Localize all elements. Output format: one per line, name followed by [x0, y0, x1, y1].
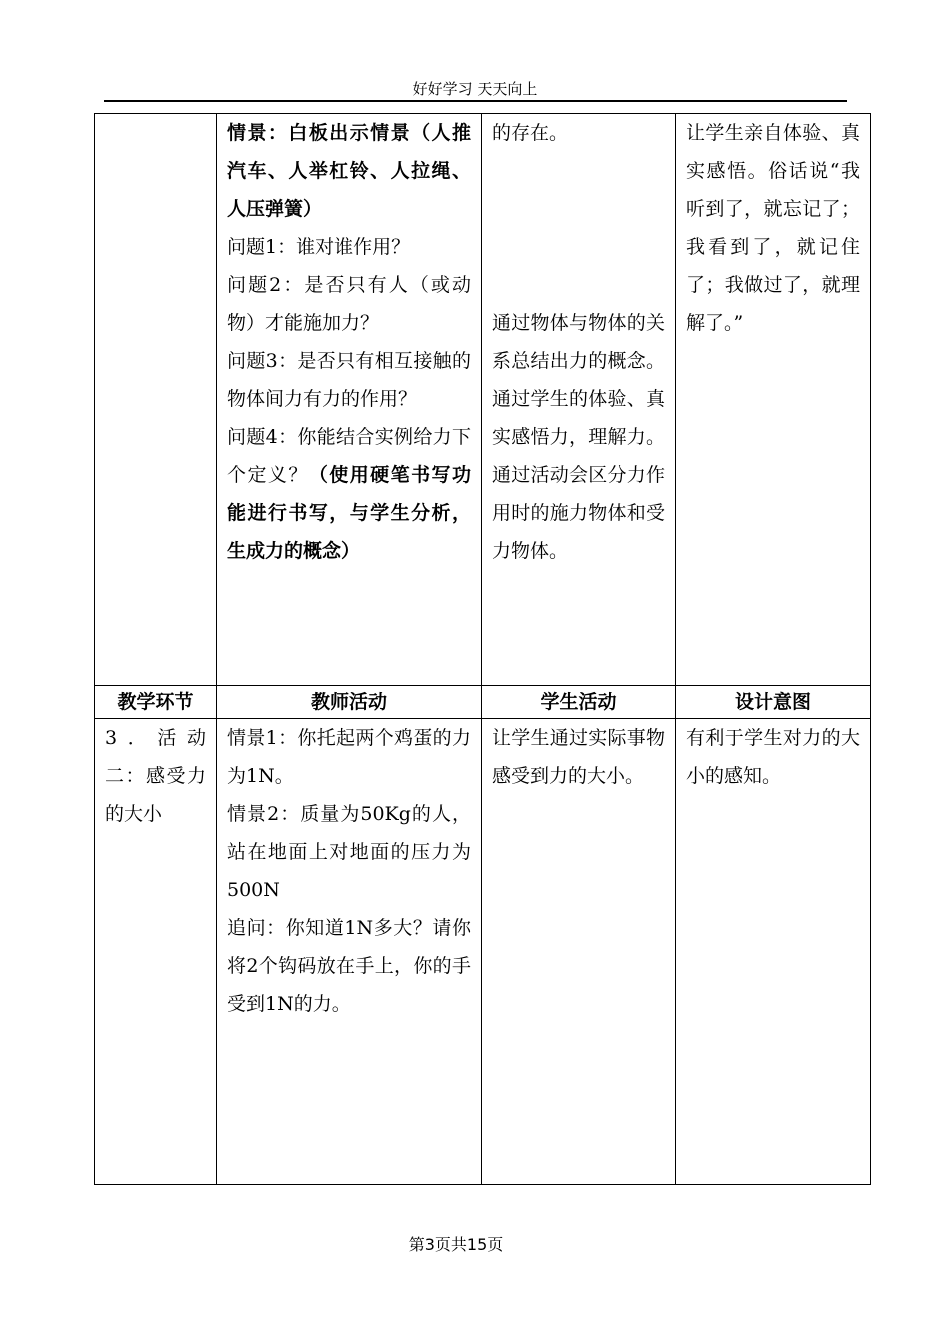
page-footer: 第3页共15页 [408, 1235, 504, 1254]
design-intent-cell: 让学生亲自体验、真实感悟。俗话说“我听到了，就忘记了；我看到了，就记住了；我做过了，就理解了。” [676, 114, 871, 686]
table-row-activity-2 [95, 719, 871, 1185]
student-activity-paragraph: 通过物体与物体的关系总结出力的概念。通过学生的体验、真实感悟力，理解力。通过活动会区分力作用时的施力物体和受力物体。 [492, 312, 665, 562]
stage-cell: 3．活动二：感受力的大小 [95, 719, 217, 1185]
follow-up-question: 追问：你知道1N多大？请你将2个钩码放在手上，你的手受到1N的力。 [227, 917, 471, 1015]
question-4 [227, 418, 471, 570]
design-intent-cell: 有利于学生对力的大小的感知。 [676, 719, 871, 1185]
question-1: 问题1：谁对谁作用？ [227, 236, 411, 258]
student-activity-cell [482, 114, 676, 686]
header-divider [104, 100, 847, 102]
teacher-activity-cell [217, 719, 482, 1185]
question-4-text: 问题4：你能结合实例给力下个定义？ [227, 426, 471, 486]
table-row-continuation [95, 114, 871, 686]
table-header-row [95, 686, 871, 719]
header-stage: 教学环节 [95, 686, 217, 719]
scene-2: 情景2：质量为50Kg的人，站在地面上对地面的压力为500N [227, 803, 471, 901]
question-2: 问题2：是否只有人（或动物）才能施加力？ [227, 274, 471, 334]
scene-1: 情景1：你托起两个鸡蛋的力为1N。 [227, 727, 471, 787]
lesson-plan-table [94, 113, 871, 1185]
header-intent: 设计意图 [676, 686, 871, 719]
stage-cell-empty [95, 114, 217, 686]
student-activity-cell: 让学生通过实际事物感受到力的大小。 [482, 719, 676, 1185]
spacer [492, 152, 665, 304]
scene-description: 情景：白板出示情景（人推汽车、人举杠铃、人拉绳、人压弹簧） [227, 122, 471, 220]
question-4-note: （使用硬笔书写功能进行书写，与学生分析，生成力的概念） [227, 464, 471, 562]
question-3: 问题3：是否只有相互接触的物体间力有力的作用？ [227, 350, 471, 410]
student-activity-line: 的存在。 [492, 122, 569, 144]
page-header: 好好学习 天天向上 [412, 80, 538, 98]
header-teacher: 教师活动 [217, 686, 482, 719]
teacher-activity-cell [217, 114, 482, 686]
header-student: 学生活动 [482, 686, 676, 719]
